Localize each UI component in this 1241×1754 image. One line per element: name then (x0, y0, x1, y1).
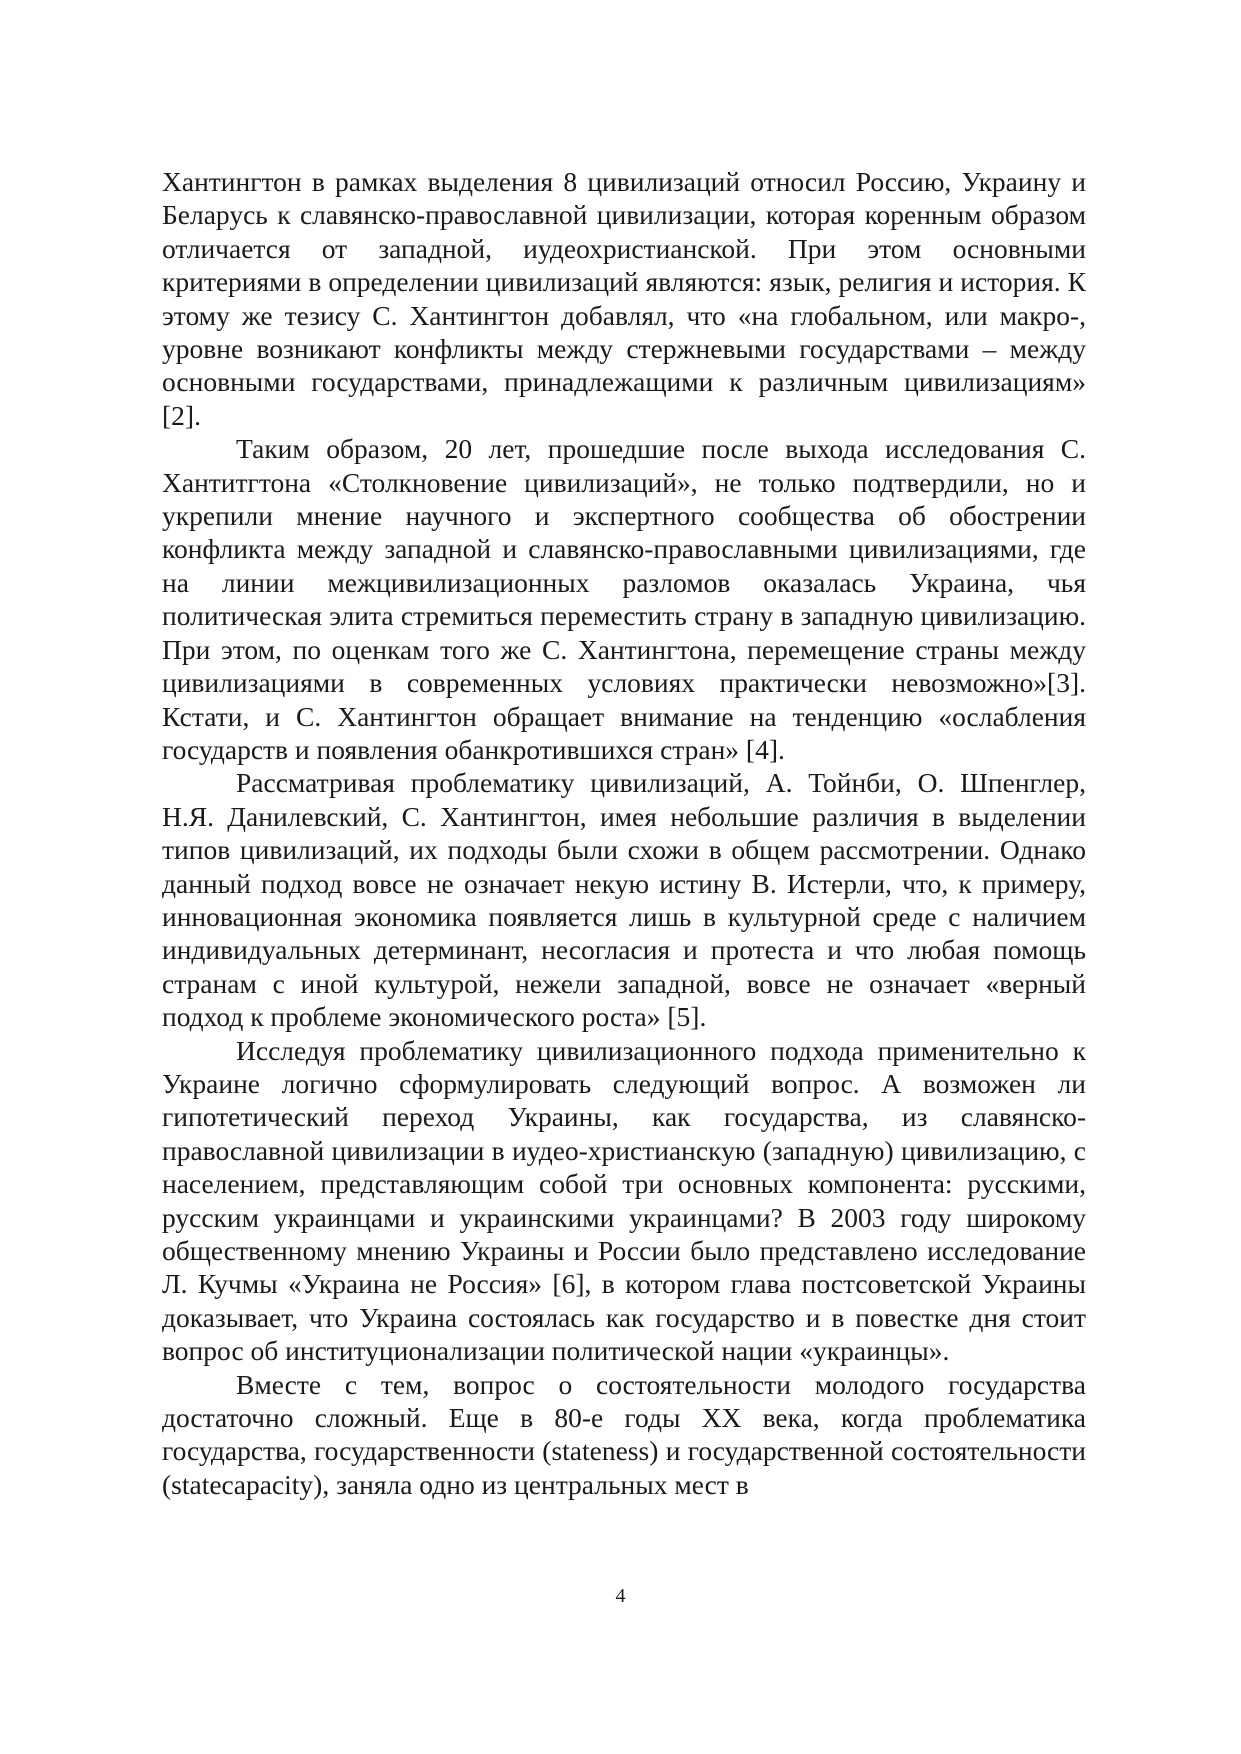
paragraph-2: Таким образом, 20 лет, прошедшие после выхода исследования С. Хантитгтона «Столкновение цивилизаций», не только подтвердили, но и укрепили мнение научного и экспертного сообщества об обострении конфликта между западной и славянско-православными цивилизациями, где на линии межцивилизационных разломов оказалась Украина, чья политическая элита стремиться переместить страну в западную цивилизацию. При этом, по оценкам того же С. Хантингтона, перемещение страны между цивилизациями в современных условиях практически невозможно»[3]. Кстати, и С. Хантингтон обращает внимание на тенденцию «ослабления государств и появления обанкротившихся стран» [4]. (162, 433, 1086, 765)
paragraph-4: Исследуя проблематику цивилизационного подхода применительно к Украине логично сформулировать следующий вопрос. А возможен ли гипотетический переход Украины, как государства, из славянско-православной цивилизации в иудео-христианскую (западную) цивилизацию, с населением, представляющим собой три основных компонента: русскими, русским украинцами и украинскими украинцами? В 2003 году широкому общественному мнению Украины и России было представлено исследование Л. Кучмы «Украина не Россия» [6], в котором глава постсоветской Украины доказывает, что Украина состоялась как государство и в повестке дня стоит вопрос об институционализации политической нации «украинцы». (162, 1034, 1086, 1367)
paragraph-5: Вместе с тем, вопрос о состоятельности молодого государства достаточно сложный. Еще в 80-е годы XX века, когда проблематика государства, государственности (stateness) и государственной состоятельности (statecapacity), заняла одно из центральных мест в (162, 1368, 1086, 1500)
page-number: 4 (615, 1585, 626, 1607)
paragraph-1: Хантингтон в рамках выделения 8 цивилизаций относил Россию, Украину и Беларусь к славянско-православной цивилизации, которая коренным образом отличается от западной, иудеохристианской. При этом основными критериями в определении цивилизаций являются: язык, религия и история. К этому же тезису С. Хантингтон добавлял, что «на глобальном, или макро-, уровне возникают конфликты между стержневыми государствами – между основными государствами, принадлежащими к различным цивилизациям» [2]. (162, 166, 1086, 431)
paragraph-3: Рассматривая проблематику цивилизаций, А. Тойнби, О. Шпенглер, Н.Я. Данилевский, С. Хантингтон, имея небольшие различия в выделении типов цивилизаций, их подходы были схожи в общем рассмотрении. Однако данный подход вовсе не означает некую истину В. Истерли, что, к примеру, инновационная экономика появляется лишь в культурной среде с наличием индивидуальных детерминант, несогласия и протеста и что любая помощь странам с иной культурой, нежели западной, вовсе не означает «верный подход к проблеме экономического роста» [5]. (162, 767, 1086, 1033)
document-body (162, 165, 1086, 1501)
